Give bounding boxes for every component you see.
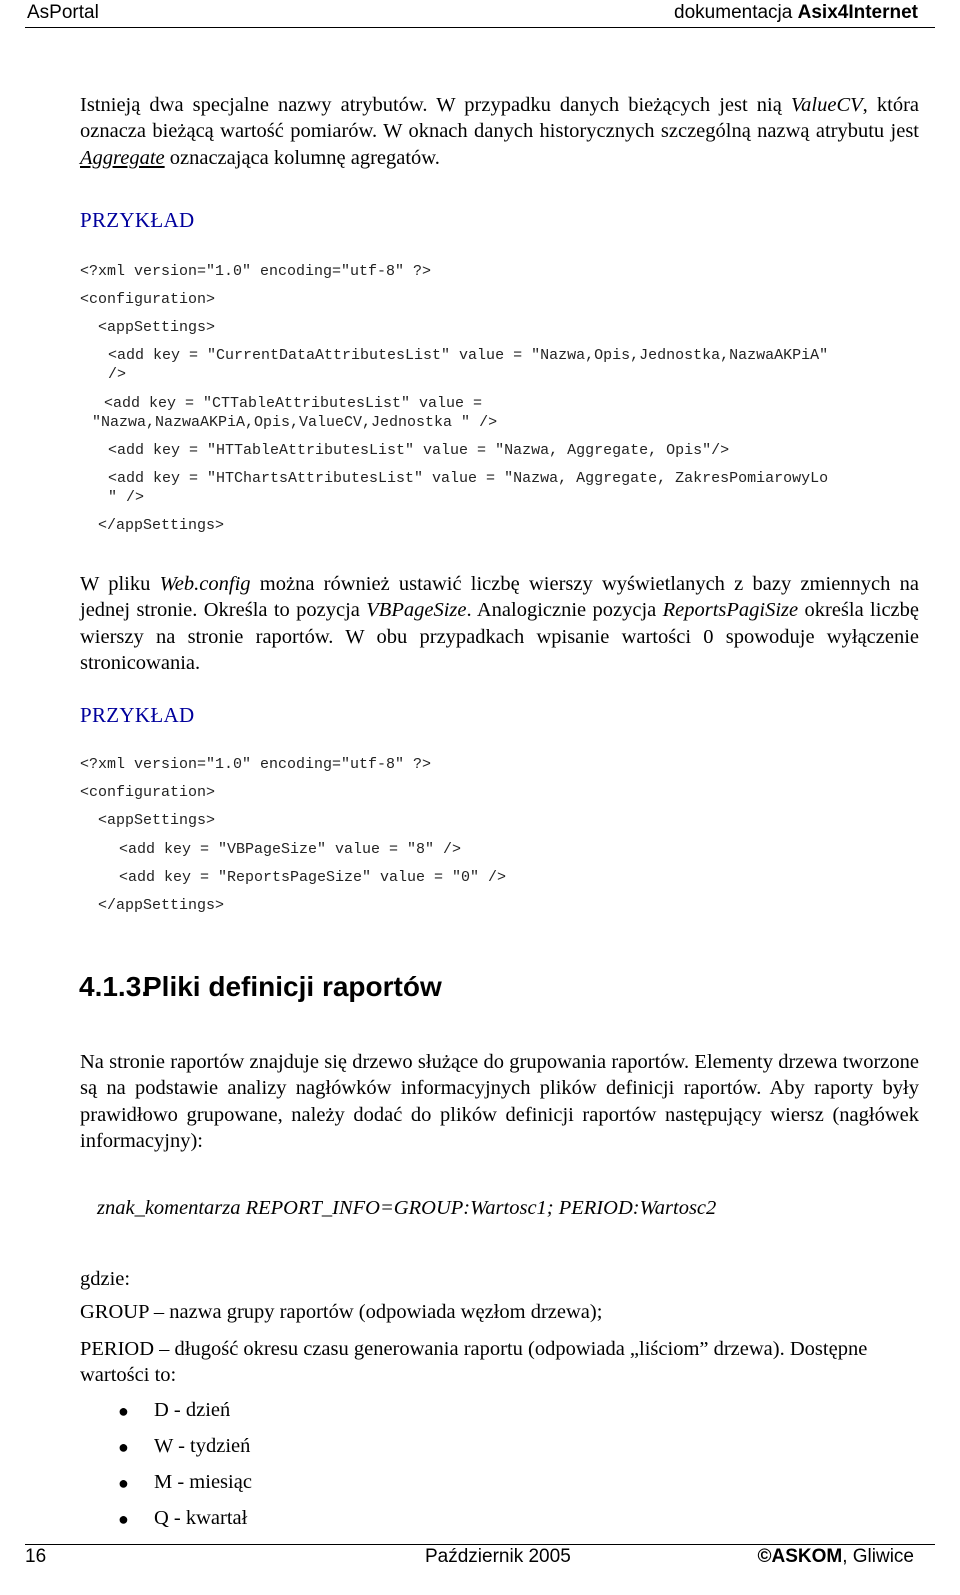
code-line: " /> [108, 489, 145, 506]
p2-text-c: można również ustawić liczbę wierszy wyświetlanych z bazy zmiennych na jednej stronie. Określa to pozycja [80, 573, 919, 622]
code-line: "Nazwa,NazwaAKPiA,Opis,ValueCV,Jednostka " /> [92, 414, 498, 431]
header-doc-prefix: dokumentacja [674, 2, 798, 23]
list-item: D - dzień [154, 1399, 231, 1421]
code-line: <?xml version="1.0" encoding="utf-8" ?> [80, 263, 432, 280]
paragraph-webconfig [80, 571, 919, 676]
p1-aggregate: Aggregate [80, 146, 165, 169]
example-label-2: PRZYKŁAD [80, 703, 195, 727]
list-item: M - miesiąc [154, 1471, 252, 1493]
page-number: 16 [25, 1546, 47, 1567]
footer-rule [25, 1544, 935, 1545]
code-line: <add key = "HTChartsAttributesList" value = "Nazwa, Aggregate, ZakresPomiarowyLo [108, 470, 829, 487]
code-line: <appSettings> [98, 319, 216, 336]
paragraph-report-tree: Na stronie raportów znajduje się drzewo służące do grupowania raportów. Elementy drzewa tworzone są na podstawie analizy nagłówków informacyjnych plików definicji raportów. Aby raporty były prawidłowo grupowane, należy dodać do plików definicji raportów następujący wiersz (nagłówek informacyjny): [80, 1051, 919, 1152]
code-line: <appSettings> [98, 812, 216, 829]
code-line: <configuration> [80, 291, 216, 308]
p1-text-e: oznaczająca kolumnę agregatów. [164, 146, 440, 169]
header-doc-product: Asix4Internet [797, 2, 918, 23]
group-description: GROUP – nazwa grupy raportów (odpowiada węzłom drzewa); [80, 1301, 603, 1323]
bullet-icon: ● [118, 1509, 129, 1529]
report-info-formula: znak_komentarza REPORT_INFO=GROUP:Wartosc1; PERIOD:Wartosc2 [97, 1197, 717, 1219]
p2-reportspagisize: ReportsPagiSize [662, 599, 799, 622]
paragraph-attributes [80, 92, 919, 171]
code-line: <add key = "ReportsPageSize" value = "0" /> [119, 869, 507, 886]
p2-webconfig: Web.config [159, 573, 251, 595]
p2-vbpagesize: VBPageSize [366, 599, 467, 622]
bullet-icon: ● [118, 1401, 129, 1421]
code-line: </appSettings> [98, 897, 225, 914]
where-label: gdzie: [80, 1268, 131, 1290]
footer-copyright [757, 1546, 914, 1568]
example-label-1: PRZYKŁAD [80, 208, 195, 232]
header-doc-name [674, 2, 918, 24]
section-title: Pliki definicji raportów [143, 971, 442, 1002]
code-line: <configuration> [80, 784, 216, 801]
code-line: /> [108, 366, 127, 383]
p1-text-a: Istnieją dwa specjalne nazwy atrybutów. W przypadku danych bieżących jest nią [80, 94, 791, 116]
code-line: <add key = "CTTableAttributesList" value = [104, 395, 483, 412]
bullet-icon: ● [118, 1473, 129, 1493]
period-description: PERIOD – długość okresu czasu generowania raportu (odpowiada „liściom” drzewa). Dostępne wartości to: [80, 1338, 868, 1387]
footer-copyright-city: , Gliwice [842, 1546, 914, 1567]
header-rule [25, 27, 935, 28]
bullet-icon: ● [118, 1437, 129, 1457]
list-item: W - tydzień [154, 1435, 251, 1457]
code-line: </appSettings> [98, 517, 225, 534]
p1-text-c: , która oznacza bieżącą wartość pomiarów. W oknach danych historycznych szczególną nazwą atrybutu jest [80, 94, 919, 143]
code-line: <add key = "HTTableAttributesList" value = "Nazwa, Aggregate, Opis"/> [108, 442, 730, 459]
p2-text-e: . Analogicznie pozycja [466, 599, 663, 622]
list-item: Q - kwartał [154, 1507, 248, 1529]
code-line: <?xml version="1.0" encoding="utf-8" ?> [80, 756, 432, 773]
section-number: 4.1.3. [79, 971, 150, 1002]
footer-date: Październik 2005 [425, 1546, 571, 1567]
code-line: <add key = "CurrentDataAttributesList" value = "Nazwa,Opis,Jednostka,NazwaAKPiA" [108, 347, 829, 364]
p1-valuecv: ValueCV [790, 94, 863, 116]
p2-text-a: W pliku [80, 573, 160, 595]
header-title: AsPortal [27, 2, 99, 23]
p2-text-g: określa liczbę wierszy na stronie raportów. W obu przypadkach wpisanie wartości 0 spowoduje wyłączenie stronicowania. [80, 599, 919, 674]
code-line: <add key = "VBPageSize" value = "8" /> [119, 841, 462, 858]
footer-copyright-brand: ©ASKOM [757, 1546, 843, 1567]
